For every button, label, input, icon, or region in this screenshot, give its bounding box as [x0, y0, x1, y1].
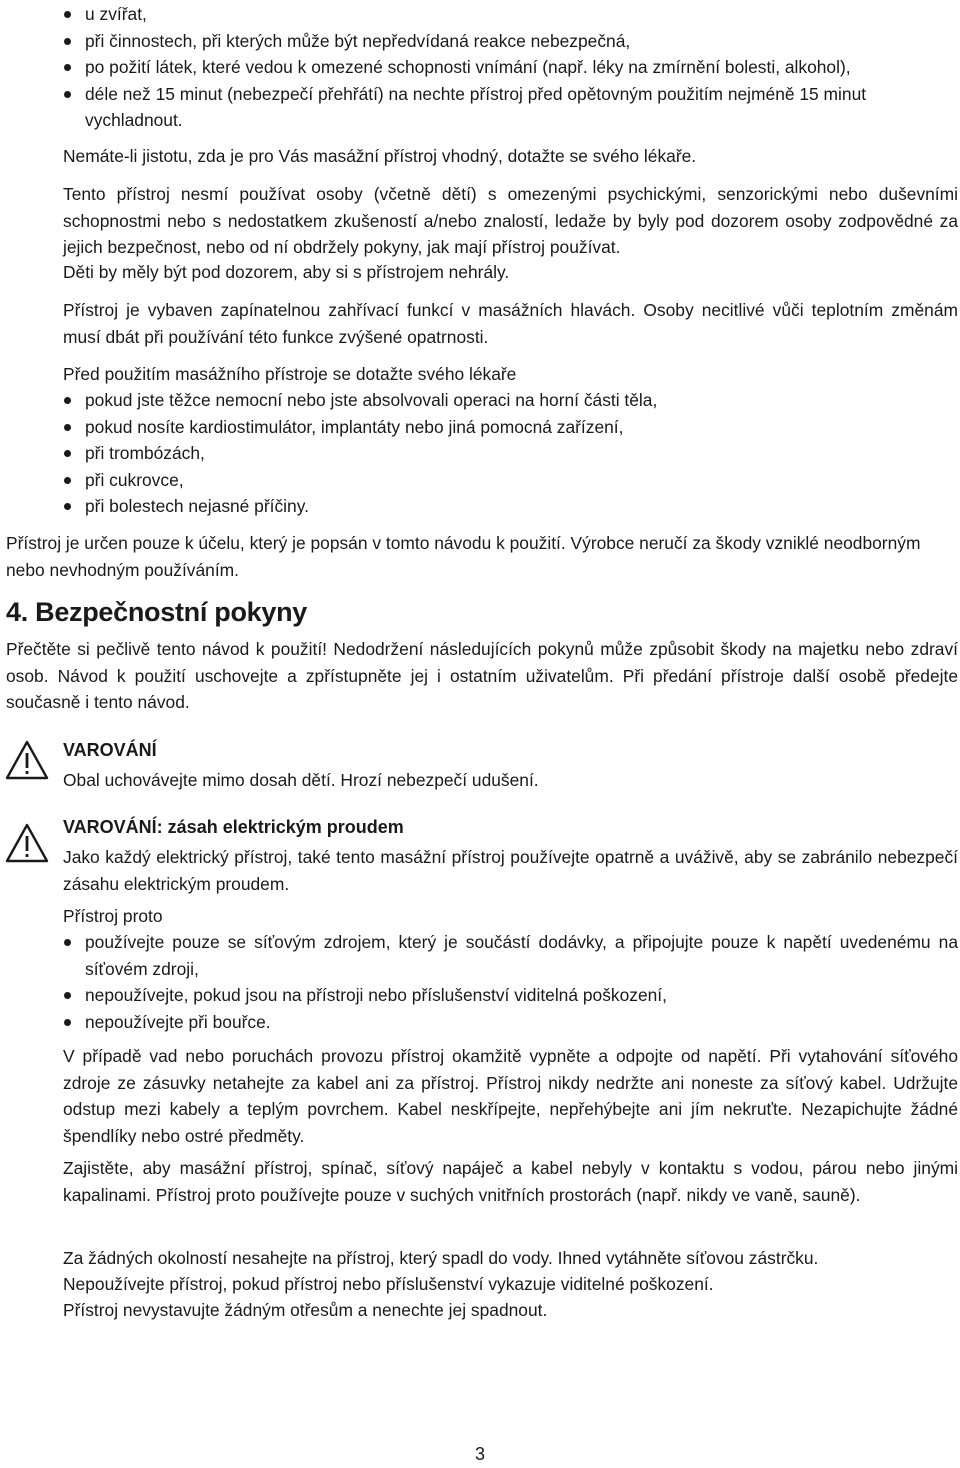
warning-text: Obal uchovávejte mimo dosah dětí. Hrozí nebezpečí udušení.	[63, 770, 539, 790]
warning-title: VAROVÁNÍ	[63, 740, 157, 760]
list-item: při cukrovce,	[63, 467, 958, 494]
list-item: u zvířat,	[63, 1, 960, 28]
warning-triangle-icon	[5, 740, 49, 780]
persons-paragraph: Tento přístroj nesmí používat osoby (včetně dětí) s omezenými psychickými, senzorickými nebo duševními schopnostmi nebo s nedostatkem zkušeností a/nebo znalostí, ledaže by byly pod dozorem osoby zodpovědné za jejich bezpečnost, nebo od ní obdržely pokyny, jak mají přístroj používat.	[63, 184, 958, 257]
fallen-paragraph-1: Za žádných okolností nesahejte na přístroj, který spadl do vody. Ihned vytáhněte síťovou zástrčku.	[63, 1248, 819, 1268]
section-intro: Přečtěte si pečlivě tento návod k použití! Nedodržení následujících pokynů může způsobit škody na majetku nebo zdraví osob. Návod k použití uschovejte a zpřístupněte jej i ostatním uživatelům. Při předání přístroje další osobě předejte současně i tento návod.	[6, 639, 958, 712]
top-hazard-list	[63, 1, 960, 134]
fallen-paragraph-2: Nepoužívejte přístroj, pokud přístroj nebo příslušenství vykazuje viditelné poškození.	[63, 1274, 714, 1294]
section-title: 4. Bezpečnostní pokyny	[6, 597, 307, 627]
heating-paragraph: Přístroj je vybaven zapínatelnou zahřívací funkcí v masážních hlavách. Osoby necitlivé vůči teplotním změnám musí dbát při používání této funkce zvýšené opatrnosti.	[63, 300, 958, 347]
list-item: používejte pouze se síťovým zdrojem, který je součástí dodávky, a připojujte pouze k napětí uvedenému na síťovém zdroji,	[63, 929, 958, 982]
list-item: nepoužívejte při bouřce.	[63, 1009, 958, 1036]
list-item: při trombózách,	[63, 440, 958, 467]
list-item: déle než 15 minut (nebezpečí přehřátí) na nechte přístroj před opětovným použitím nejméně 15 minut vychladnout.	[63, 81, 960, 134]
electrical-list	[63, 929, 958, 1035]
list-item: při činnostech, při kterých může být nepředvídaná reakce nebezpečná,	[63, 28, 960, 55]
purpose-paragraph: Přístroj je určen pouze k účelu, který je popsán v tomto návodu k použití. Výrobce neručí za škody vzniklé neodborným nebo nevhodným používáním.	[6, 533, 921, 580]
warning-triangle-icon	[5, 823, 49, 863]
list-item: při bolestech nejasné příčiny.	[63, 493, 958, 520]
list-item: pokud jste těžce nemocní nebo jste absolvovali operaci na horní části těla,	[63, 387, 958, 414]
warning-title: VAROVÁNÍ: zásah elektrickým proudem	[63, 817, 404, 837]
page-number: 3	[474, 1444, 485, 1464]
doctor-list	[63, 387, 958, 520]
list-item: pokud nosíte kardiostimulátor, implantáty nebo jiná pomocná zařízení,	[63, 414, 958, 441]
list-item: nepoužívejte, pokud jsou na přístroji nebo příslušenství viditelná poškození,	[63, 982, 958, 1009]
list-item: po požití látek, které vedou k omezené schopnosti vnímání (např. léky na zmírnění bolesti, alkohol),	[63, 54, 960, 81]
unsure-paragraph: Nemáte-li jistotu, zda je pro Vás masážní přístroj vhodný, dotažte se svého lékaře.	[63, 146, 697, 166]
children-paragraph: Děti by měly být pod dozorem, aby si s přístrojem nehrály.	[63, 262, 510, 282]
fallen-paragraph-3: Přístroj nevystavujte žádným otřesům a nenechte jej spadnout.	[63, 1300, 548, 1320]
water-paragraph: Zajistěte, aby masážní přístroj, spínač, síťový napáječ a kabel nebyly v kontaktu s vodou, párou nebo jinými kapalinami. Přístroj proto používejte pouze v suchých vnitřních prostorách (např. nikdy ve vaně, sauně).	[63, 1158, 958, 1205]
warning-text: Jako každý elektrický přístroj, také tento masážní přístroj používejte opatrně a uváživě, aby se zabránilo nebezpečí zásahu elektrickým proudem.	[63, 847, 958, 894]
list-intro: Přístroj proto	[63, 906, 163, 926]
doctor-intro: Před použitím masážního přístroje se dotažte svého lékaře	[63, 364, 517, 384]
fault-paragraph: V případě vad nebo poruchách provozu přístroj okamžitě vypněte a odpojte od napětí. Při vytahování síťového zdroje ze zásuvky netahejte za kabel ani za přístroj. Přístroj nikdy nedržte ani noneste za síťový kabel. Udržujte odstup mezi kabely a teplým povrchem. Kabel neskřípejte, nepřehýbejte ani jím nekruťte. Nezapichujte žádné špendlíky nebo ostré předměty.	[63, 1046, 958, 1146]
